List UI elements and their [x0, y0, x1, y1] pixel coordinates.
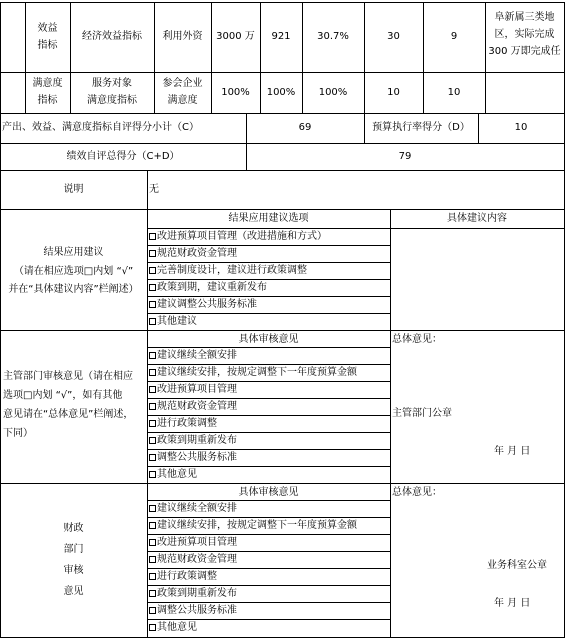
- indicator-category-1: 效益: [37, 23, 58, 34]
- results-option-label: 规范财政资金管理: [157, 248, 237, 259]
- dept-overall-label: 总体意见：: [392, 334, 442, 345]
- finance-label-line-4: 意见: [63, 586, 84, 597]
- indicator-name-1: 利用外资: [162, 31, 203, 42]
- finance-option-label: 调整公共服务标准: [157, 605, 237, 616]
- checkbox-icon[interactable]: [149, 522, 156, 529]
- results-option-label: 政策到期，建议重新发布: [157, 282, 267, 293]
- checkbox-icon[interactable]: [149, 590, 156, 597]
- budget-rate-label: 预算执行率得分（D）: [372, 122, 470, 133]
- dept-seal-label: 主管部门公章: [392, 408, 452, 419]
- checkbox-icon[interactable]: [149, 369, 156, 376]
- dept-option[interactable]: [149, 347, 237, 364]
- checkbox-icon[interactable]: [149, 607, 156, 614]
- checkbox-icon[interactable]: [149, 420, 156, 427]
- finance-option[interactable]: [149, 500, 237, 517]
- indicator-name-2: 参会企业: [162, 78, 203, 89]
- results-option[interactable]: [149, 313, 197, 330]
- checkbox-icon[interactable]: [149, 539, 156, 546]
- budget-rate-value: 10: [514, 122, 528, 133]
- checkbox-icon[interactable]: [149, 573, 156, 580]
- results-option-label: 建议调整公共服务标准: [157, 299, 257, 310]
- indicator-note-line-2: 区，实际完成: [494, 29, 555, 40]
- finance-option-label: 建议继续安排，按规定调整下一年度预算金额: [157, 520, 357, 531]
- results-label-line-2: （请在相应选项□内划 “√”: [13, 266, 134, 277]
- checkbox-icon[interactable]: [149, 556, 156, 563]
- results-option-label: 完善制度设计，建议进行政策调整: [157, 265, 307, 276]
- indicator-note-line-1: 阜新属三类地: [494, 12, 555, 23]
- checkbox-icon[interactable]: [149, 284, 156, 291]
- finance-label-line-1: 财政: [63, 523, 84, 534]
- finance-option-label: 改进预算项目管理: [157, 537, 237, 548]
- dept-options-header: 具体审核意见: [238, 334, 299, 345]
- dept-option[interactable]: [149, 466, 197, 483]
- results-option-label: 改进预算项目管理（改进措施和方式）: [157, 231, 327, 242]
- results-options-header: 结果应用建议选项: [228, 213, 309, 224]
- results-option[interactable]: [149, 245, 237, 262]
- finance-option[interactable]: [149, 602, 237, 619]
- checkbox-icon[interactable]: [149, 403, 156, 410]
- indicator-rate-2: 100%: [318, 87, 348, 98]
- finance-option-label: 进行政策调整: [157, 571, 217, 582]
- finance-option[interactable]: [149, 517, 357, 534]
- finance-label-line-3: 审核: [63, 565, 84, 576]
- total-score-label: 绩效自评总得分（C+D）: [66, 151, 180, 162]
- finance-option-label: 建议继续全额安排: [157, 503, 237, 514]
- finance-option-label: 政策到期重新发布: [157, 588, 237, 599]
- results-option[interactable]: [149, 279, 267, 296]
- dept-option-label: 建议继续全额安排: [157, 350, 237, 361]
- indicator-target-1: 3000 万: [216, 31, 255, 42]
- finance-date: 年 月 日: [494, 598, 531, 609]
- finance-label-line-2: 部门: [63, 544, 84, 555]
- dept-option[interactable]: [149, 381, 237, 398]
- checkbox-icon[interactable]: [149, 301, 156, 308]
- indicator-actual-1: 921: [271, 31, 291, 42]
- subtotal-value: 69: [298, 122, 312, 133]
- checkbox-icon[interactable]: [149, 352, 156, 359]
- finance-option[interactable]: [149, 619, 197, 636]
- results-option[interactable]: [149, 262, 307, 279]
- finance-option[interactable]: [149, 551, 237, 568]
- results-detail-header: 具体建议内容: [447, 213, 507, 224]
- finance-options-header: 具体审核意见: [238, 487, 299, 498]
- indicator-category-2-suffix: 指标: [37, 95, 58, 106]
- indicator-score-1: 9: [450, 31, 458, 42]
- dept-option[interactable]: [149, 398, 237, 415]
- checkbox-icon[interactable]: [149, 437, 156, 444]
- dept-option-label: 调整公共服务标准: [157, 452, 237, 463]
- indicator-score-2: 10: [447, 87, 461, 98]
- total-score-value: 79: [398, 151, 412, 162]
- indicator-weight-2: 10: [387, 87, 400, 98]
- indicator-subcategory-2-suffix: 满意度指标: [87, 95, 137, 106]
- indicator-target-2: 100%: [221, 87, 250, 98]
- checkbox-icon[interactable]: [149, 471, 156, 478]
- indicator-actual-2: 100%: [266, 87, 296, 98]
- indicator-weight-1: 30: [387, 31, 400, 42]
- dept-label-line-1: 主管部门审核意见（请在相应: [3, 371, 133, 382]
- indicator-rate-1: 30.7%: [317, 31, 349, 42]
- results-option[interactable]: [149, 228, 327, 245]
- dept-date: 年 月 日: [494, 446, 531, 457]
- subtotal-label: 产出、效益、满意度指标自评得分小计（C）: [2, 122, 199, 133]
- dept-option-label: 规范财政资金管理: [157, 401, 237, 412]
- dept-option-label: 改进预算项目管理: [157, 384, 237, 395]
- indicator-subcategory-1: 经济效益指标: [82, 31, 142, 42]
- dept-label-line-2: 选项□内划 “√”，如有其他: [3, 390, 123, 401]
- dept-option[interactable]: [149, 364, 357, 381]
- checkbox-icon[interactable]: [149, 454, 156, 461]
- checkbox-icon[interactable]: [149, 250, 156, 257]
- finance-option-label: 规范财政资金管理: [157, 554, 237, 565]
- dept-option-label: 进行政策调整: [157, 418, 217, 429]
- checkbox-icon[interactable]: [149, 505, 156, 512]
- results-option[interactable]: [149, 296, 257, 313]
- indicator-subcategory-2: 服务对象: [92, 78, 132, 89]
- indicator-name-2-suffix: 满意度: [167, 95, 198, 106]
- results-label-line-3: 并在“具体建议内容”栏阐述）: [8, 284, 139, 295]
- dept-option[interactable]: [149, 432, 237, 449]
- indicator-note-line-3: 300 万即完成任: [488, 46, 561, 57]
- explanation-value: 无: [149, 184, 159, 195]
- finance-seal-label: 业务科室公章: [487, 560, 547, 571]
- finance-option-label: 其他意见: [157, 622, 197, 633]
- checkbox-icon[interactable]: [149, 624, 156, 631]
- dept-option-label: 其他意见: [157, 469, 197, 480]
- checkbox-icon[interactable]: [149, 233, 156, 240]
- dept-label-line-4: 下同）: [3, 428, 33, 439]
- dept-option-label: 政策到期重新发布: [157, 435, 237, 446]
- checkbox-icon[interactable]: [149, 386, 156, 393]
- finance-option[interactable]: [149, 585, 237, 602]
- checkbox-icon[interactable]: [149, 267, 156, 274]
- explanation-label: 说明: [63, 184, 84, 195]
- finance-option[interactable]: [149, 534, 237, 551]
- checkbox-icon[interactable]: [149, 318, 156, 325]
- results-option-label: 其他建议: [157, 316, 197, 327]
- results-label-title: 结果应用建议: [43, 247, 104, 258]
- dept-option-label: 建议继续安排，按规定调整下一年度预算金额: [157, 367, 357, 378]
- dept-option[interactable]: [149, 415, 217, 432]
- indicator-category-2: 满意度: [32, 78, 63, 89]
- dept-label-line-3: 意见请在“总体意见”栏阐述，: [3, 409, 134, 420]
- dept-option[interactable]: [149, 449, 237, 466]
- indicator-category-1-suffix: 指标: [37, 40, 58, 51]
- finance-option[interactable]: [149, 568, 217, 585]
- finance-overall-label: 总体意见：: [392, 487, 442, 498]
